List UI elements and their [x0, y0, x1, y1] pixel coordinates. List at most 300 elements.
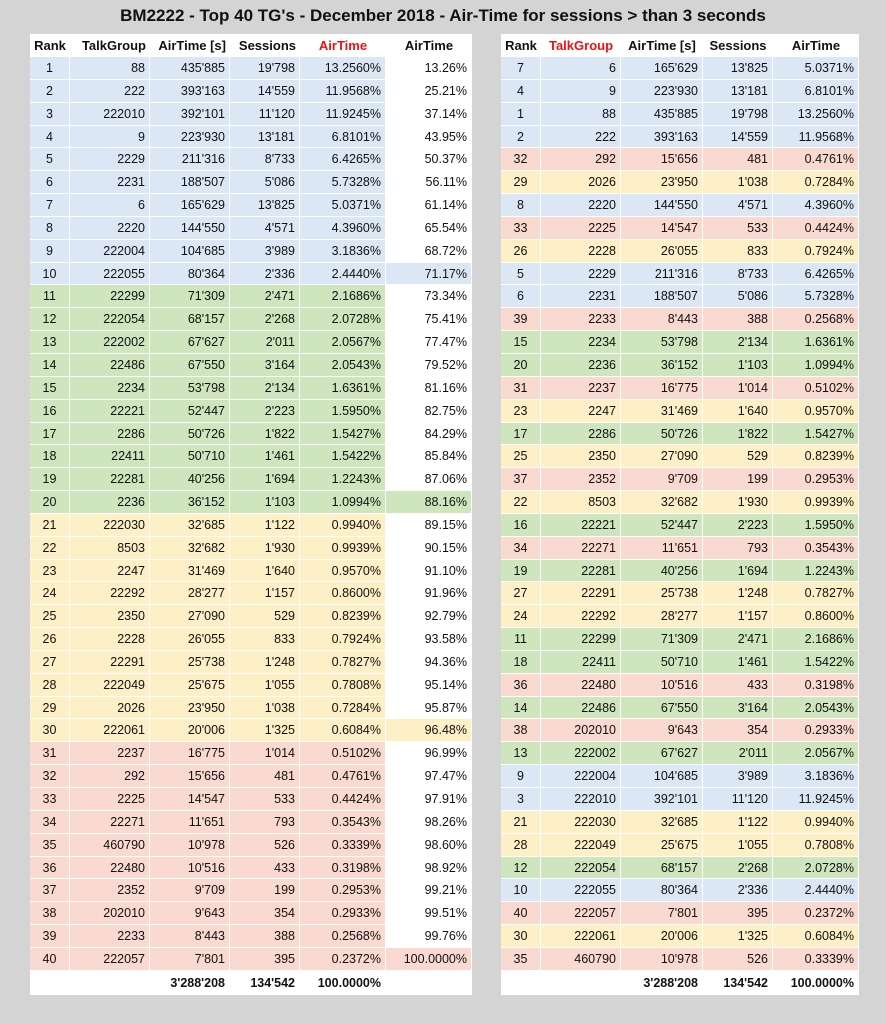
sessions-cell[interactable]: 1'694 [703, 560, 773, 583]
airtime-seconds-cell[interactable]: 144'550 [621, 194, 703, 217]
airtime-cumulative-cell[interactable]: 93.58% [386, 628, 472, 651]
sessions-cell[interactable]: 1'157 [230, 582, 300, 605]
airtime-percent-cell[interactable]: 0.5102% [773, 377, 859, 400]
airtime-seconds-cell[interactable]: 50'726 [150, 423, 230, 446]
sessions-cell[interactable]: 199 [703, 468, 773, 491]
rank-cell[interactable]: 27 [501, 582, 541, 605]
airtime-cumulative-cell[interactable]: 25.21% [386, 80, 472, 103]
rank-cell[interactable]: 37 [30, 879, 70, 902]
airtime-cumulative-cell[interactable]: 95.87% [386, 697, 472, 720]
rank-cell[interactable]: 3 [501, 788, 541, 811]
airtime-seconds-cell[interactable]: 67'627 [621, 742, 703, 765]
airtime-cumulative-cell[interactable]: 89.15% [386, 514, 472, 537]
sessions-cell[interactable]: 1'014 [703, 377, 773, 400]
airtime-percent-cell[interactable]: 0.2372% [300, 948, 386, 971]
airtime-cumulative-cell[interactable]: 65.54% [386, 217, 472, 240]
airtime-percent-cell[interactable]: 1.0994% [773, 354, 859, 377]
airtime-percent-cell[interactable]: 0.3543% [300, 811, 386, 834]
sessions-cell[interactable]: 1'038 [230, 697, 300, 720]
sessions-cell[interactable]: 433 [703, 674, 773, 697]
airtime-percent-cell[interactable]: 0.4761% [300, 765, 386, 788]
airtime-percent-cell[interactable]: 0.8239% [773, 445, 859, 468]
airtime-cumulative-cell[interactable]: 97.91% [386, 788, 472, 811]
sessions-cell[interactable]: 395 [703, 902, 773, 925]
airtime-percent-cell[interactable]: 0.6084% [773, 925, 859, 948]
talkgroup-cell[interactable]: 222061 [70, 719, 150, 742]
talkgroup-cell[interactable]: 2350 [541, 445, 621, 468]
airtime-percent-cell[interactable]: 0.3198% [300, 857, 386, 880]
airtime-cumulative-cell[interactable]: 37.14% [386, 103, 472, 126]
rank-cell[interactable]: 20 [501, 354, 541, 377]
talkgroup-cell[interactable]: 222057 [70, 948, 150, 971]
rank-cell[interactable]: 8 [501, 194, 541, 217]
rank-cell[interactable]: 36 [501, 674, 541, 697]
airtime-cumulative-cell[interactable]: 77.47% [386, 331, 472, 354]
talkgroup-cell[interactable]: 2286 [70, 423, 150, 446]
sessions-cell[interactable]: 3'164 [230, 354, 300, 377]
sessions-cell[interactable]: 481 [703, 148, 773, 171]
sessions-cell[interactable]: 833 [230, 628, 300, 651]
airtime-percent-cell[interactable]: 0.2568% [773, 308, 859, 331]
airtime-seconds-cell[interactable]: 188'507 [150, 171, 230, 194]
rank-cell[interactable]: 11 [30, 285, 70, 308]
talkgroup-cell[interactable]: 22486 [541, 697, 621, 720]
airtime-percent-cell[interactable]: 0.7924% [300, 628, 386, 651]
sessions-cell[interactable]: 2'471 [230, 285, 300, 308]
sessions-cell[interactable]: 11'120 [230, 103, 300, 126]
airtime-cumulative-cell[interactable]: 91.10% [386, 560, 472, 583]
sessions-cell[interactable]: 1'038 [703, 171, 773, 194]
talkgroup-cell[interactable]: 222030 [70, 514, 150, 537]
rank-cell[interactable]: 21 [501, 811, 541, 834]
rank-cell[interactable]: 6 [30, 171, 70, 194]
airtime-percent-cell[interactable]: 1.5427% [300, 423, 386, 446]
airtime-seconds-cell[interactable]: 393'163 [621, 126, 703, 149]
airtime-percent-cell[interactable]: 0.2933% [300, 902, 386, 925]
airtime-percent-cell[interactable]: 0.9570% [300, 560, 386, 583]
sessions-cell[interactable]: 395 [230, 948, 300, 971]
header-airtime-percent[interactable]: AirTime [318, 38, 368, 53]
rank-cell[interactable]: 33 [501, 217, 541, 240]
airtime-cumulative-cell[interactable]: 95.14% [386, 674, 472, 697]
rank-cell[interactable]: 4 [30, 126, 70, 149]
talkgroup-cell[interactable]: 2225 [541, 217, 621, 240]
rank-cell[interactable]: 15 [30, 377, 70, 400]
airtime-seconds-cell[interactable]: 223'930 [150, 126, 230, 149]
rank-cell[interactable]: 23 [501, 400, 541, 423]
sessions-cell[interactable]: 13'825 [230, 194, 300, 217]
airtime-percent-cell[interactable]: 5.0371% [773, 57, 859, 80]
rank-cell[interactable]: 10 [501, 879, 541, 902]
header-airtime-cumulative[interactable]: AirTime [404, 38, 454, 53]
airtime-cumulative-cell[interactable]: 85.84% [386, 445, 472, 468]
airtime-seconds-cell[interactable]: 50'726 [621, 423, 703, 446]
rank-cell[interactable]: 17 [30, 423, 70, 446]
talkgroup-cell[interactable]: 292 [70, 765, 150, 788]
talkgroup-cell[interactable]: 2286 [541, 423, 621, 446]
airtime-seconds-cell[interactable]: 10'516 [150, 857, 230, 880]
talkgroup-cell[interactable]: 222049 [541, 834, 621, 857]
rank-cell[interactable]: 32 [501, 148, 541, 171]
rank-cell[interactable]: 16 [501, 514, 541, 537]
airtime-cumulative-cell[interactable]: 56.11% [386, 171, 472, 194]
rank-cell[interactable]: 40 [501, 902, 541, 925]
airtime-percent-cell[interactable]: 0.7827% [300, 651, 386, 674]
header-airtime-percent[interactable]: AirTime [791, 38, 841, 53]
talkgroup-cell[interactable]: 22299 [70, 285, 150, 308]
airtime-cumulative-cell[interactable]: 43.95% [386, 126, 472, 149]
rank-cell[interactable]: 35 [501, 948, 541, 971]
talkgroup-cell[interactable]: 8503 [541, 491, 621, 514]
rank-cell[interactable]: 31 [30, 742, 70, 765]
airtime-percent-cell[interactable]: 4.3960% [300, 217, 386, 240]
airtime-seconds-cell[interactable]: 392'101 [150, 103, 230, 126]
sessions-cell[interactable]: 1'930 [230, 537, 300, 560]
airtime-percent-cell[interactable]: 2.0728% [300, 308, 386, 331]
airtime-seconds-cell[interactable]: 36'152 [150, 491, 230, 514]
rank-cell[interactable]: 40 [30, 948, 70, 971]
talkgroup-cell[interactable]: 2220 [70, 217, 150, 240]
airtime-percent-cell[interactable]: 0.2568% [300, 925, 386, 948]
airtime-percent-cell[interactable]: 0.7924% [773, 240, 859, 263]
airtime-seconds-cell[interactable]: 16'775 [150, 742, 230, 765]
talkgroup-cell[interactable]: 222004 [541, 765, 621, 788]
talkgroup-cell[interactable]: 2229 [541, 263, 621, 286]
sessions-cell[interactable]: 1'640 [703, 400, 773, 423]
airtime-percent-cell[interactable]: 6.4265% [300, 148, 386, 171]
airtime-seconds-cell[interactable]: 211'316 [150, 148, 230, 171]
airtime-cumulative-cell[interactable]: 92.79% [386, 605, 472, 628]
sessions-cell[interactable]: 4'571 [230, 217, 300, 240]
sessions-cell[interactable]: 526 [230, 834, 300, 857]
airtime-cumulative-cell[interactable]: 99.51% [386, 902, 472, 925]
airtime-percent-cell[interactable]: 0.6084% [300, 719, 386, 742]
airtime-percent-cell[interactable]: 13.2560% [300, 57, 386, 80]
sessions-cell[interactable]: 533 [703, 217, 773, 240]
rank-cell[interactable]: 29 [30, 697, 70, 720]
sessions-cell[interactable]: 5'086 [703, 285, 773, 308]
talkgroup-cell[interactable]: 222002 [70, 331, 150, 354]
airtime-cumulative-cell[interactable]: 50.37% [386, 148, 472, 171]
rank-cell[interactable]: 33 [30, 788, 70, 811]
airtime-cumulative-cell[interactable]: 87.06% [386, 468, 472, 491]
airtime-seconds-cell[interactable]: 9'709 [150, 879, 230, 902]
airtime-percent-cell[interactable]: 2.4440% [773, 879, 859, 902]
airtime-percent-cell[interactable]: 0.3339% [300, 834, 386, 857]
header-sessions[interactable]: Sessions [709, 38, 767, 53]
header-sessions[interactable]: Sessions [238, 38, 296, 53]
airtime-seconds-cell[interactable]: 27'090 [150, 605, 230, 628]
sessions-cell[interactable]: 1'122 [230, 514, 300, 537]
talkgroup-cell[interactable]: 22291 [70, 651, 150, 674]
sessions-cell[interactable]: 2'268 [230, 308, 300, 331]
airtime-percent-cell[interactable]: 1.5422% [773, 651, 859, 674]
airtime-seconds-cell[interactable]: 11'651 [621, 537, 703, 560]
talkgroup-cell[interactable]: 8503 [70, 537, 150, 560]
talkgroup-cell[interactable]: 9 [70, 126, 150, 149]
airtime-cumulative-cell[interactable]: 91.96% [386, 582, 472, 605]
airtime-cumulative-cell[interactable]: 68.72% [386, 240, 472, 263]
sessions-cell[interactable]: 1'640 [230, 560, 300, 583]
sessions-cell[interactable]: 2'471 [703, 628, 773, 651]
rank-cell[interactable]: 25 [30, 605, 70, 628]
talkgroup-cell[interactable]: 2236 [70, 491, 150, 514]
airtime-percent-cell[interactable]: 0.7808% [773, 834, 859, 857]
sessions-cell[interactable]: 13'181 [230, 126, 300, 149]
sessions-cell[interactable]: 1'157 [703, 605, 773, 628]
airtime-seconds-cell[interactable]: 80'364 [150, 263, 230, 286]
airtime-percent-cell[interactable]: 0.3339% [773, 948, 859, 971]
talkgroup-cell[interactable]: 22486 [70, 354, 150, 377]
airtime-percent-cell[interactable]: 5.0371% [300, 194, 386, 217]
talkgroup-cell[interactable]: 22480 [70, 857, 150, 880]
rank-cell[interactable]: 1 [30, 57, 70, 80]
airtime-seconds-cell[interactable]: 211'316 [621, 263, 703, 286]
sessions-cell[interactable]: 13'181 [703, 80, 773, 103]
talkgroup-cell[interactable]: 6 [70, 194, 150, 217]
talkgroup-cell[interactable]: 2352 [541, 468, 621, 491]
rank-cell[interactable]: 4 [501, 80, 541, 103]
talkgroup-cell[interactable]: 222010 [70, 103, 150, 126]
talkgroup-cell[interactable]: 2352 [70, 879, 150, 902]
airtime-seconds-cell[interactable]: 27'090 [621, 445, 703, 468]
airtime-percent-cell[interactable]: 2.0567% [773, 742, 859, 765]
talkgroup-cell[interactable]: 2231 [70, 171, 150, 194]
talkgroup-cell[interactable]: 2247 [541, 400, 621, 423]
sessions-cell[interactable]: 2'336 [230, 263, 300, 286]
airtime-seconds-cell[interactable]: 28'277 [150, 582, 230, 605]
airtime-percent-cell[interactable]: 0.9940% [773, 811, 859, 834]
rank-cell[interactable]: 24 [501, 605, 541, 628]
airtime-seconds-cell[interactable]: 144'550 [150, 217, 230, 240]
talkgroup-cell[interactable]: 460790 [70, 834, 150, 857]
airtime-percent-cell[interactable]: 11.9568% [773, 126, 859, 149]
airtime-percent-cell[interactable]: 1.5950% [773, 514, 859, 537]
sessions-cell[interactable]: 14'559 [230, 80, 300, 103]
sessions-cell[interactable]: 2'011 [230, 331, 300, 354]
sessions-cell[interactable]: 354 [703, 719, 773, 742]
airtime-seconds-cell[interactable]: 31'469 [150, 560, 230, 583]
sessions-cell[interactable]: 2'223 [703, 514, 773, 537]
talkgroup-cell[interactable]: 460790 [541, 948, 621, 971]
talkgroup-cell[interactable]: 202010 [541, 719, 621, 742]
rank-cell[interactable]: 10 [30, 263, 70, 286]
rank-cell[interactable]: 9 [501, 765, 541, 788]
talkgroup-cell[interactable]: 222057 [541, 902, 621, 925]
airtime-percent-cell[interactable]: 11.9245% [773, 788, 859, 811]
sessions-cell[interactable]: 1'103 [703, 354, 773, 377]
sessions-cell[interactable]: 8'733 [703, 263, 773, 286]
rank-cell[interactable]: 28 [501, 834, 541, 857]
airtime-cumulative-cell[interactable]: 98.92% [386, 857, 472, 880]
airtime-seconds-cell[interactable]: 26'055 [150, 628, 230, 651]
airtime-percent-cell[interactable]: 0.2372% [773, 902, 859, 925]
talkgroup-cell[interactable]: 202010 [70, 902, 150, 925]
talkgroup-cell[interactable]: 22480 [541, 674, 621, 697]
airtime-percent-cell[interactable]: 6.4265% [773, 263, 859, 286]
airtime-seconds-cell[interactable]: 40'256 [150, 468, 230, 491]
talkgroup-cell[interactable]: 222 [70, 80, 150, 103]
airtime-seconds-cell[interactable]: 393'163 [150, 80, 230, 103]
airtime-percent-cell[interactable]: 0.8600% [773, 605, 859, 628]
airtime-cumulative-cell[interactable]: 81.16% [386, 377, 472, 400]
rank-cell[interactable]: 12 [501, 857, 541, 880]
talkgroup-cell[interactable]: 222061 [541, 925, 621, 948]
airtime-percent-cell[interactable]: 2.0543% [773, 697, 859, 720]
rank-cell[interactable]: 30 [501, 925, 541, 948]
talkgroup-cell[interactable]: 2350 [70, 605, 150, 628]
airtime-seconds-cell[interactable]: 165'629 [621, 57, 703, 80]
airtime-percent-cell[interactable]: 1.0994% [300, 491, 386, 514]
rank-cell[interactable]: 38 [30, 902, 70, 925]
airtime-seconds-cell[interactable]: 10'978 [150, 834, 230, 857]
rank-cell[interactable]: 5 [501, 263, 541, 286]
sessions-cell[interactable]: 1'694 [230, 468, 300, 491]
airtime-percent-cell[interactable]: 0.3543% [773, 537, 859, 560]
sessions-cell[interactable]: 388 [230, 925, 300, 948]
rank-cell[interactable]: 17 [501, 423, 541, 446]
talkgroup-cell[interactable]: 222054 [70, 308, 150, 331]
sessions-cell[interactable]: 3'164 [703, 697, 773, 720]
sessions-cell[interactable]: 793 [703, 537, 773, 560]
airtime-seconds-cell[interactable]: 20'006 [621, 925, 703, 948]
airtime-seconds-cell[interactable]: 104'685 [621, 765, 703, 788]
airtime-percent-cell[interactable]: 1.6361% [300, 377, 386, 400]
talkgroup-cell[interactable]: 22292 [541, 605, 621, 628]
airtime-seconds-cell[interactable]: 223'930 [621, 80, 703, 103]
airtime-percent-cell[interactable]: 0.7284% [300, 697, 386, 720]
rank-cell[interactable]: 25 [501, 445, 541, 468]
sessions-cell[interactable]: 14'559 [703, 126, 773, 149]
airtime-percent-cell[interactable]: 0.7808% [300, 674, 386, 697]
rank-cell[interactable]: 22 [30, 537, 70, 560]
airtime-seconds-cell[interactable]: 165'629 [150, 194, 230, 217]
header-talkgroup[interactable]: TalkGroup [548, 38, 614, 53]
sessions-cell[interactable]: 1'248 [703, 582, 773, 605]
airtime-percent-cell[interactable]: 0.4424% [773, 217, 859, 240]
header-airtime-seconds[interactable]: AirTime [s] [628, 38, 696, 53]
airtime-seconds-cell[interactable]: 32'682 [150, 537, 230, 560]
talkgroup-cell[interactable]: 2026 [70, 697, 150, 720]
airtime-percent-cell[interactable]: 1.5422% [300, 445, 386, 468]
talkgroup-cell[interactable]: 2026 [541, 171, 621, 194]
talkgroup-cell[interactable]: 2233 [541, 308, 621, 331]
sessions-cell[interactable]: 1'461 [230, 445, 300, 468]
talkgroup-cell[interactable]: 22221 [70, 400, 150, 423]
rank-cell[interactable]: 13 [30, 331, 70, 354]
rank-cell[interactable]: 5 [30, 148, 70, 171]
airtime-seconds-cell[interactable]: 8'443 [621, 308, 703, 331]
rank-cell[interactable]: 19 [501, 560, 541, 583]
airtime-seconds-cell[interactable]: 53'798 [150, 377, 230, 400]
airtime-seconds-cell[interactable]: 80'364 [621, 879, 703, 902]
airtime-percent-cell[interactable]: 0.2933% [773, 719, 859, 742]
sessions-cell[interactable]: 529 [230, 605, 300, 628]
talkgroup-cell[interactable]: 292 [541, 148, 621, 171]
sessions-cell[interactable]: 2'134 [703, 331, 773, 354]
rank-cell[interactable]: 19 [30, 468, 70, 491]
airtime-percent-cell[interactable]: 6.8101% [300, 126, 386, 149]
airtime-percent-cell[interactable]: 0.2953% [773, 468, 859, 491]
sessions-cell[interactable]: 1'822 [230, 423, 300, 446]
airtime-percent-cell[interactable]: 2.0543% [300, 354, 386, 377]
airtime-seconds-cell[interactable]: 392'101 [621, 788, 703, 811]
talkgroup-cell[interactable]: 22411 [70, 445, 150, 468]
talkgroup-cell[interactable]: 2220 [541, 194, 621, 217]
rank-cell[interactable]: 32 [30, 765, 70, 788]
airtime-seconds-cell[interactable]: 9'709 [621, 468, 703, 491]
talkgroup-cell[interactable]: 2229 [70, 148, 150, 171]
airtime-cumulative-cell[interactable]: 61.14% [386, 194, 472, 217]
airtime-seconds-cell[interactable]: 104'685 [150, 240, 230, 263]
sessions-cell[interactable]: 19'798 [703, 103, 773, 126]
rank-cell[interactable]: 2 [501, 126, 541, 149]
airtime-seconds-cell[interactable]: 16'775 [621, 377, 703, 400]
rank-cell[interactable]: 31 [501, 377, 541, 400]
rank-cell[interactable]: 8 [30, 217, 70, 240]
rank-cell[interactable]: 22 [501, 491, 541, 514]
airtime-seconds-cell[interactable]: 14'547 [150, 788, 230, 811]
rank-cell[interactable]: 12 [30, 308, 70, 331]
talkgroup-cell[interactable]: 2231 [541, 285, 621, 308]
sessions-cell[interactable]: 354 [230, 902, 300, 925]
sessions-cell[interactable]: 199 [230, 879, 300, 902]
talkgroup-cell[interactable]: 222030 [541, 811, 621, 834]
rank-cell[interactable]: 14 [30, 354, 70, 377]
airtime-seconds-cell[interactable]: 68'157 [621, 857, 703, 880]
airtime-seconds-cell[interactable]: 32'682 [621, 491, 703, 514]
airtime-percent-cell[interactable]: 2.1686% [300, 285, 386, 308]
rank-cell[interactable]: 26 [501, 240, 541, 263]
talkgroup-cell[interactable]: 6 [541, 57, 621, 80]
header-talkgroup[interactable]: TalkGroup [81, 38, 146, 53]
airtime-cumulative-cell[interactable]: 84.29% [386, 423, 472, 446]
airtime-cumulative-cell[interactable]: 73.34% [386, 285, 472, 308]
airtime-percent-cell[interactable]: 2.4440% [300, 263, 386, 286]
talkgroup-cell[interactable]: 2228 [70, 628, 150, 651]
talkgroup-cell[interactable]: 88 [70, 57, 150, 80]
airtime-seconds-cell[interactable]: 28'277 [621, 605, 703, 628]
airtime-percent-cell[interactable]: 0.9939% [773, 491, 859, 514]
sessions-cell[interactable]: 1'055 [703, 834, 773, 857]
airtime-percent-cell[interactable]: 0.9939% [300, 537, 386, 560]
rank-cell[interactable]: 34 [30, 811, 70, 834]
talkgroup-cell[interactable]: 222004 [70, 240, 150, 263]
sessions-cell[interactable]: 481 [230, 765, 300, 788]
airtime-cumulative-cell[interactable]: 98.60% [386, 834, 472, 857]
airtime-seconds-cell[interactable]: 11'651 [150, 811, 230, 834]
airtime-seconds-cell[interactable]: 7'801 [621, 902, 703, 925]
sessions-cell[interactable]: 529 [703, 445, 773, 468]
airtime-seconds-cell[interactable]: 50'710 [621, 651, 703, 674]
rank-cell[interactable]: 20 [30, 491, 70, 514]
sessions-cell[interactable]: 2'011 [703, 742, 773, 765]
talkgroup-cell[interactable]: 2225 [70, 788, 150, 811]
talkgroup-cell[interactable]: 2236 [541, 354, 621, 377]
rank-cell[interactable]: 11 [501, 628, 541, 651]
airtime-percent-cell[interactable]: 0.7827% [773, 582, 859, 605]
rank-cell[interactable]: 21 [30, 514, 70, 537]
airtime-cumulative-cell[interactable]: 71.17% [386, 263, 472, 286]
sessions-cell[interactable]: 11'120 [703, 788, 773, 811]
talkgroup-cell[interactable]: 2237 [541, 377, 621, 400]
airtime-seconds-cell[interactable]: 25'738 [621, 582, 703, 605]
airtime-percent-cell[interactable]: 5.7328% [773, 285, 859, 308]
airtime-cumulative-cell[interactable]: 82.75% [386, 400, 472, 423]
airtime-percent-cell[interactable]: 1.5427% [773, 423, 859, 446]
sessions-cell[interactable]: 1'461 [703, 651, 773, 674]
talkgroup-cell[interactable]: 2228 [541, 240, 621, 263]
